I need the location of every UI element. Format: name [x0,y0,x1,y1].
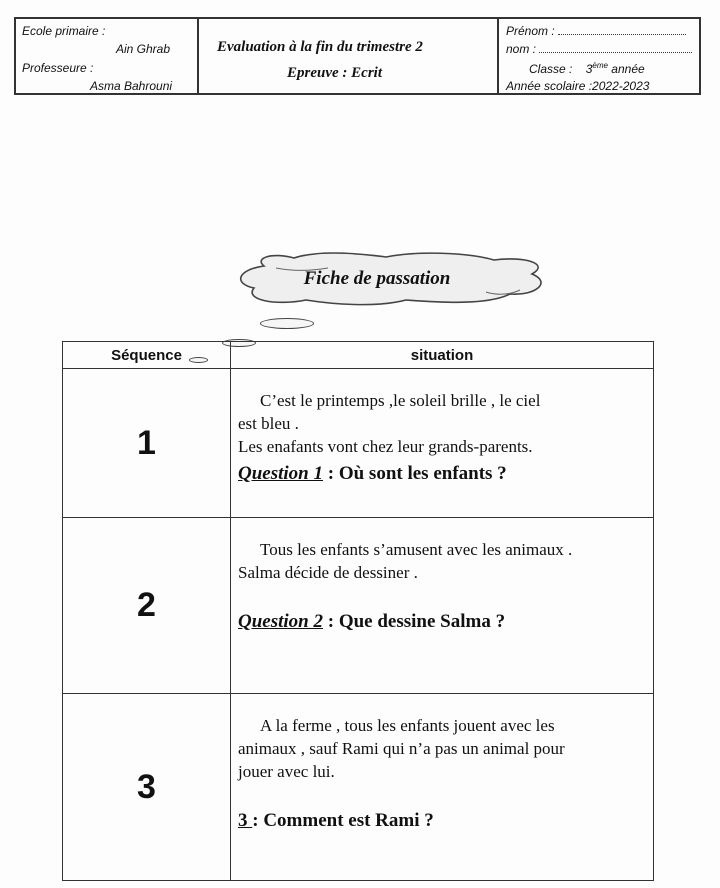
text-line: animaux , sauf Rami qui n’a pas un animal pour [238,739,565,758]
text-line: jouer avec lui. [238,762,335,781]
text-line: Salma décide de dessiner . [238,563,418,582]
classe-sup: ème [592,61,608,70]
cloud-banner [236,252,552,312]
text-line: Les enafants vont chez leur grands-parents. [238,437,533,456]
sequence-number: 1 [63,369,231,517]
school-name: Ain Ghrab [116,42,171,56]
teacher-name: Asma Bahrouni [90,79,173,93]
classe-num: 3 [585,62,593,76]
question [238,809,643,832]
teacher-label: Professeure : [22,61,94,75]
prenom-dotted-line [558,24,686,35]
question-label: 3 [238,810,253,831]
school-year: Année scolaire :2022-2023 [506,79,650,93]
question-text: : Que dessine Salma ? [323,611,506,632]
question [238,610,643,633]
classe-line [529,61,645,76]
exam-header [14,17,701,95]
situation-text [231,518,653,693]
prenom-field[interactable] [506,24,686,38]
question-label: Question 1 [238,463,323,484]
cloud-title: Fiche de passation [303,268,451,289]
table-row [63,694,653,880]
table-row [63,518,653,694]
classe-label: Classe : [529,62,573,76]
nom-field[interactable] [506,42,692,56]
question [238,462,643,485]
question-text: : Où sont les enfants ? [323,463,507,484]
cloud-bubble-large [260,318,314,329]
situation-text [231,369,653,517]
sequence-number: 2 [63,518,231,693]
classe-word: année [611,62,645,76]
text-line: est bleu . [238,414,299,433]
prenom-label: Prénom : [506,24,555,38]
exam-info [199,19,499,93]
school-info [16,19,199,93]
table-row [63,369,653,518]
sequence-number: 3 [63,694,231,880]
situation-text [231,694,653,880]
spacer [238,584,643,606]
spacer [238,783,643,805]
exam-title: Evaluation à la fin du trimestre 2 [217,39,423,55]
nom-dotted-line [539,42,692,53]
col-situation: situation [410,346,474,364]
exam-subtitle: Epreuve : Ecrit [287,65,382,81]
question-text: : Comment est Rami ? [252,810,434,831]
table-header [63,342,653,369]
text-line: Tous les enfants s’amusent avec les animaux . [260,540,573,559]
text-line: C’est le printemps ,le soleil brille , le ciel [260,391,541,410]
text-line: A la ferme , tous les enfants jouent avec les [260,716,555,735]
question-label: Question 2 [238,611,323,632]
nom-label: nom : [506,42,537,56]
passation-table [62,341,654,881]
student-info [499,19,699,93]
col-sequence: Séquence [63,342,231,368]
school-label: Ecole primaire : [22,24,106,38]
